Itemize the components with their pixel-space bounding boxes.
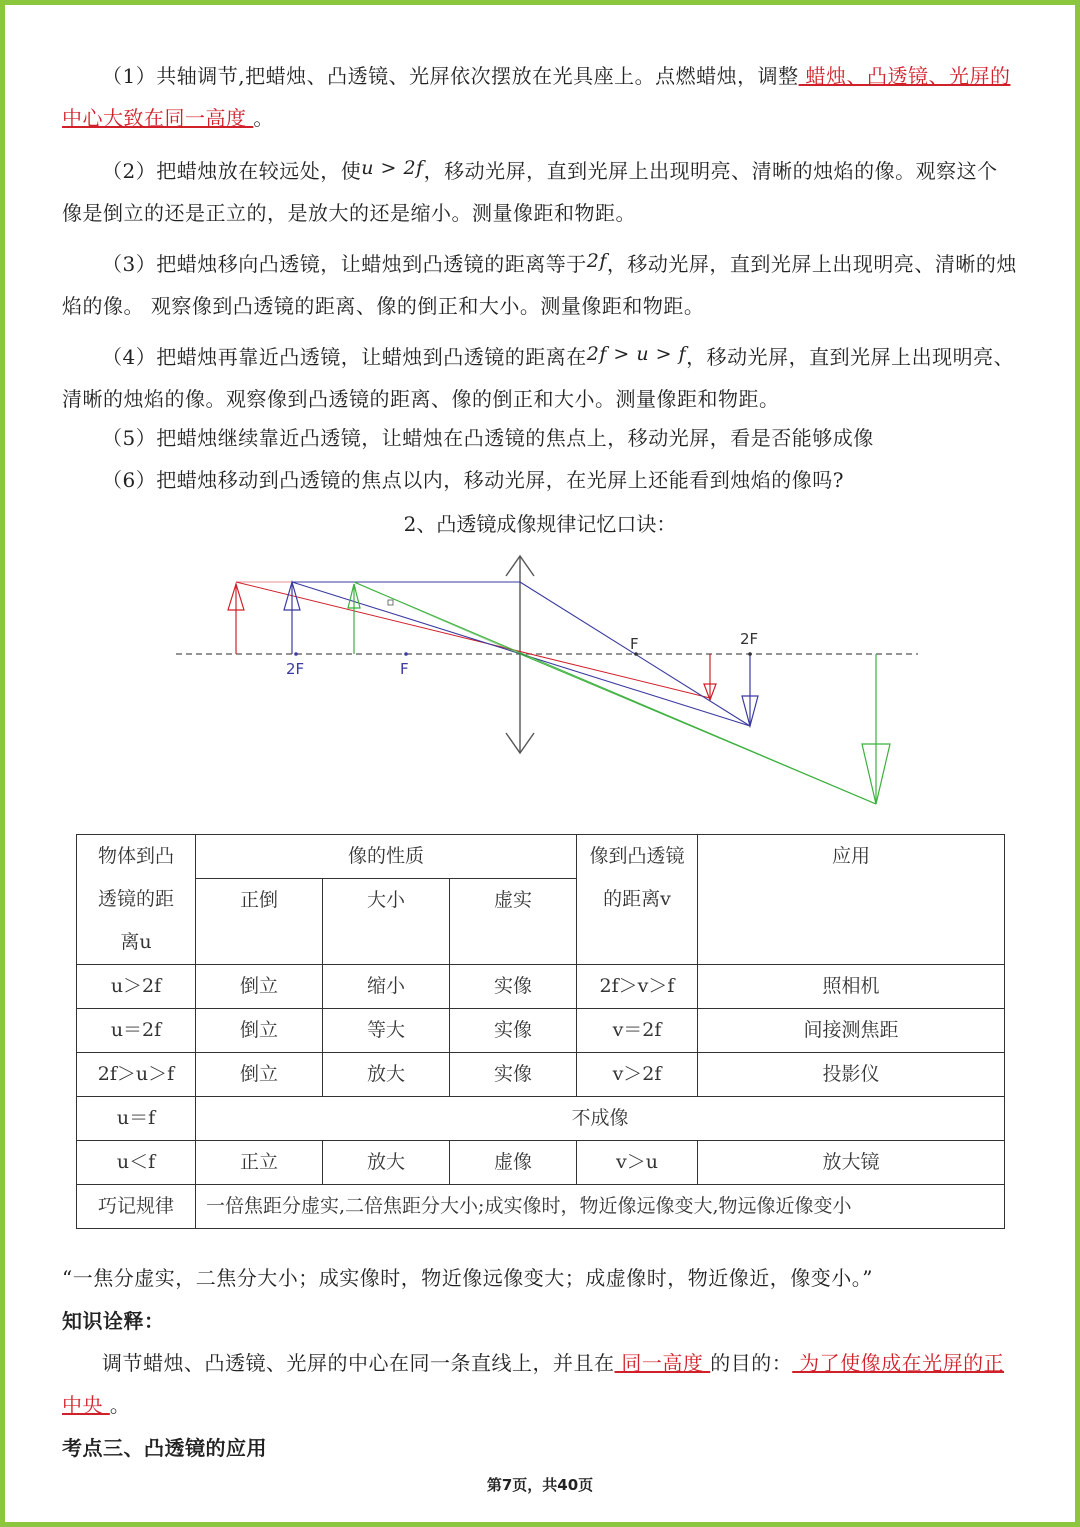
table-row: u＞2f 倒立 缩小 实像 2f＞v＞f 照相机 bbox=[77, 965, 1005, 1009]
knowledge-title: 知识诠释： bbox=[62, 1309, 165, 1333]
step-4-text-end: ，移动光屏，直到光屏上出现明亮、清晰的烛焰的像。观察像到凸透镜的距离、像的倒正和大小。测量像距和物距。 bbox=[62, 345, 1015, 411]
step-2-formula: u > 2f bbox=[361, 157, 424, 179]
step-5 bbox=[62, 417, 1018, 459]
table-row: u＝2f 倒立 等大 实像 v＝2f 间接测焦距 bbox=[77, 1009, 1005, 1053]
green-ray-aux bbox=[354, 582, 520, 654]
page-number: 第7页，共40页 bbox=[486, 1476, 594, 1494]
header-object-distance: 物体到凸透镜的距离u bbox=[77, 835, 196, 965]
green-ray-refracted bbox=[520, 654, 876, 804]
step-4-formula: 2f > u > f bbox=[586, 343, 687, 365]
header-size: 大小 bbox=[323, 879, 450, 965]
explanation-answer-1: 同一高度 bbox=[614, 1351, 711, 1375]
focal-2f-right bbox=[748, 652, 752, 656]
section-title: 2、凸透镜成像规律记忆口诀： bbox=[403, 512, 677, 536]
header-application: 应用 bbox=[698, 835, 1005, 965]
step-2 bbox=[62, 147, 1018, 234]
section-3-heading: 考点三、凸透镜的应用 bbox=[62, 1436, 267, 1460]
header-image-nature: 像的性质 bbox=[196, 835, 577, 879]
header-orientation: 正倒 bbox=[196, 879, 323, 965]
step-2-text: （2）把蜡烛放在较远处，使 bbox=[102, 159, 362, 183]
step-1-answer: 蜡烛、凸透镜、光屏的中心大致在同一高度 bbox=[62, 64, 1011, 130]
table-row: u＜f 正立 放大 虚像 v＞u 放大镜 bbox=[77, 1141, 1005, 1185]
step-3-text: （3）把蜡烛移向凸透镜，让蜡烛到凸透镜的距离等于 bbox=[102, 252, 587, 276]
lens-ray-diagram bbox=[170, 548, 930, 818]
explanation-end: 。 bbox=[109, 1393, 131, 1417]
explanation-answer-2: 为了使像成在光屏的正中央 bbox=[62, 1351, 1005, 1417]
focal-f-left bbox=[404, 652, 408, 656]
step-6-text: （6）把蜡烛移动到凸透镜的焦点以内，移动光屏，在光屏上还能看到烛焰的像吗? bbox=[102, 468, 844, 492]
step-5-text: （5）把蜡烛继续靠近凸透镜，让蜡烛在凸透镜的焦点上，移动光屏，看是否能够成像 bbox=[102, 426, 874, 450]
explanation bbox=[62, 1342, 1018, 1426]
step-2-text-end: ，移动光屏，直到光屏上出现明亮、清晰的烛焰的像。观察这个像是倒立的还是正立的，是放大的还是缩小。测量像距和物距。 bbox=[62, 159, 998, 225]
step-1 bbox=[62, 55, 1018, 139]
step-1-text: （1）共轴调节,把蜡烛、凸透镜、光屏依次摆放在光具座上。点燃蜡烛，调整 bbox=[102, 64, 799, 88]
step-3-text-end: ，移动光屏，直到光屏上出现明亮、清晰的烛焰的像。 观察像到凸透镜的距离、像的倒正和大小。测量像距和物距。 bbox=[62, 252, 1017, 318]
explanation-mid: 的目的： bbox=[710, 1351, 793, 1375]
focal-2f-left bbox=[294, 652, 298, 656]
explanation-text: 调节蜡烛、凸透镜、光屏的中心在同一条直线上，并且在 bbox=[102, 1351, 615, 1375]
step-3 bbox=[62, 240, 1018, 327]
label-f-left: F bbox=[400, 660, 409, 678]
imaging-rules-table bbox=[76, 834, 1005, 1229]
red-ray-center bbox=[236, 582, 710, 698]
table-row-rule: 巧记规律 一倍焦距分虚实,二倍焦距分大小;成实像时，物近像远像变大,物远像近像变小 bbox=[77, 1185, 1005, 1229]
label-f-right: F bbox=[630, 635, 639, 653]
header-real-virtual: 虚实 bbox=[450, 879, 577, 965]
step-1-end: 。 bbox=[253, 106, 274, 130]
small-marker bbox=[388, 600, 393, 605]
step-4 bbox=[62, 333, 1018, 420]
step-4-text: （4）把蜡烛再靠近凸透镜，让蜡烛到凸透镜的距离在 bbox=[102, 345, 587, 369]
header-image-distance: 像到凸透镜的距离v bbox=[577, 835, 698, 965]
step-6 bbox=[62, 459, 1018, 501]
table-row: u＝f 不成像 bbox=[77, 1097, 1005, 1141]
label-2f-right: 2F bbox=[740, 630, 759, 648]
mnemonic: “一焦分虚实，二焦分大小；成实像时，物近像远像变大；成虚像时，物近像近，像变小。” bbox=[62, 1266, 873, 1290]
table-row: 2f＞u＞f 倒立 放大 实像 v＞2f 投影仪 bbox=[77, 1053, 1005, 1097]
step-3-formula: 2f bbox=[586, 250, 607, 272]
label-2f-left: 2F bbox=[286, 660, 305, 678]
